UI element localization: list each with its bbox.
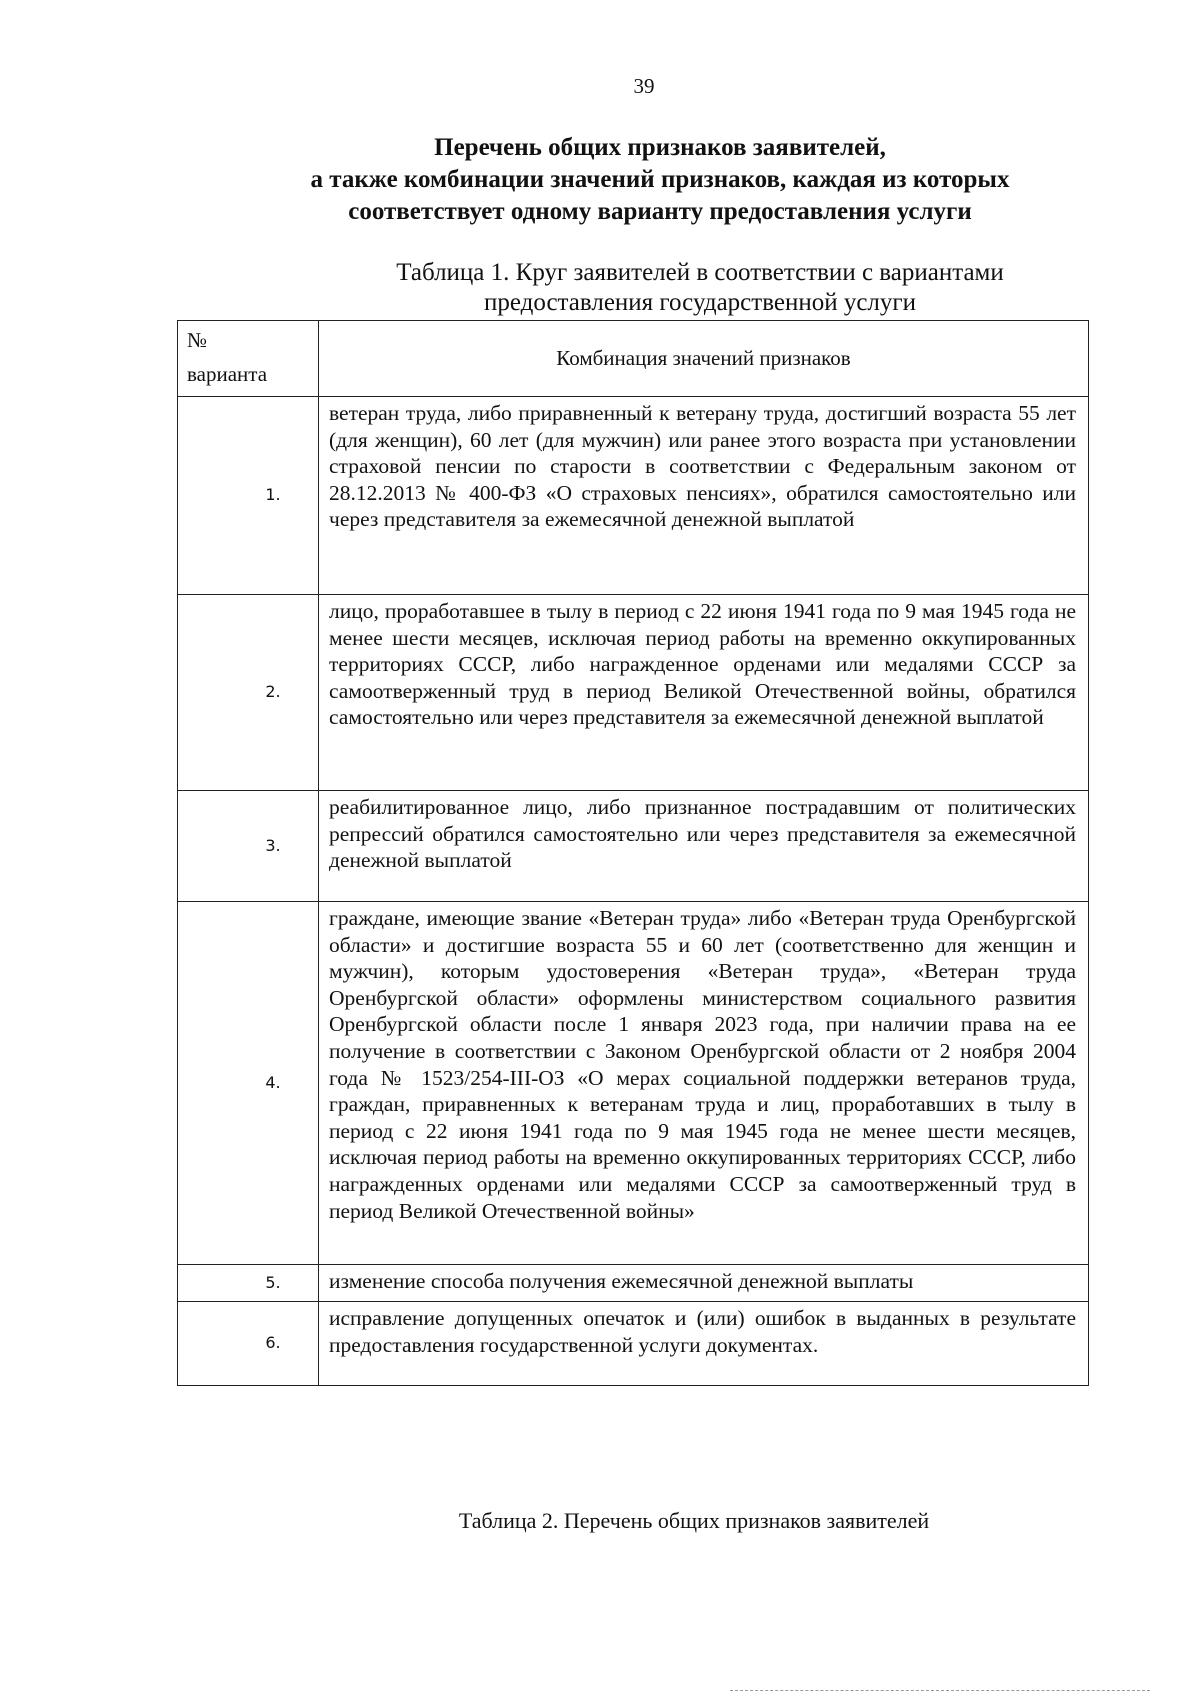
table-row [178, 791, 1089, 902]
table1-caption-line-2: предоставления государственной услуги [483, 289, 917, 316]
heading-line-2: а также комбинации значений признаков, каждая из которых [310, 166, 1010, 193]
table1-caption-line-1: Таблица 1. Круг заявителей в соответствии с вариантами [396, 259, 1004, 286]
table-row [178, 595, 1089, 791]
table-header-row [178, 321, 1089, 397]
heading-line-3: соответствует одному варианту предоставления услуги [348, 198, 972, 225]
variant-description: лицо, проработавшее в тылу в период с 22 июня 1941 года по 9 мая 1945 года не менее шести месяцев, исключая период работы на временно оккупированных территориях СССР, либо награжденное орденами или медалями СССР за самоотверженный труд в период Великой Отечественной войны, обратился самостоятельно или через представителя за ежемесячной денежной выплатой [319, 595, 1089, 791]
variant-description: реабилитированное лицо, либо признанное пострадавшим от политических репрессий обратился самостоятельно или через представителя за ежемесячной денежной выплатой [319, 791, 1089, 902]
header-variant-label: варианта [187, 362, 268, 386]
variant-number: 2. [178, 595, 319, 791]
table-row [178, 902, 1089, 1265]
variant-description: исправление допущенных опечаток и (или) ошибок в выданных в результате предоставления государственной услуги документах. [319, 1302, 1089, 1386]
variant-number-header [178, 321, 319, 397]
variant-description: изменение способа получения ежемесячной денежной выплаты [319, 1265, 1089, 1302]
variant-number: 5. [178, 1265, 319, 1302]
combination-header: Комбинация значений признаков [319, 321, 1089, 397]
heading-line-1: Перечень общих признаков заявителей, [434, 134, 886, 161]
table2-caption: Таблица 2. Перечень общих признаков заявителей [458, 1508, 930, 1533]
table-row [178, 397, 1089, 595]
variant-description: граждане, имеющие звание «Ветеран труда» либо «Ветеран труда Оренбургской области» и достигшие возраста 55 и 60 лет (соответственно для женщин и мужчин), которым удостоверения «Ветеран труда», «Ветеран труда Оренбургской области» оформлены министерством социального развития Оренбургской области после 1 января 2023 года, при наличии права на ее получение в соответствии с Законом Оренбургской области от 2 ноября 2004 года № 1523/254-III-ОЗ «О мерах социальной поддержки ветеранов труда, граждан, приравненных к ветеранам труда и лиц, проработавших в тылу в период с 22 июня 1941 года по 9 мая 1945 года не менее шести месяцев, исключая период работы на временно оккупированных территориях СССР, либо награжденных орденами или медалями СССР за самоотверженный труд в период Великой Отечественной войны» [319, 902, 1089, 1265]
document-heading [180, 132, 1140, 228]
variant-description: ветеран труда, либо приравненный к ветерану труда, достигший возраста 55 лет (для женщин), 60 лет (для мужчин) или ранее этого возраста при установлении страховой пенсии по старости в соответствии с Федеральным законом от 28.12.2013 № 400-ФЗ «О страховых пенсиях», обратился самостоятельно или через представителя за ежемесячной денежной выплатой [319, 397, 1089, 595]
variant-number: 3. [178, 791, 319, 902]
table-row [178, 1302, 1089, 1386]
variant-number: 1. [178, 397, 319, 595]
variant-number: 4. [178, 902, 319, 1265]
table1-caption [300, 258, 1100, 318]
page-number: 39 [633, 74, 655, 98]
variant-number: 6. [178, 1302, 319, 1386]
table-row [178, 1265, 1089, 1302]
applicant-variants-table [177, 320, 1089, 1386]
header-num-sign: № [187, 328, 208, 352]
page-bottom-edge [730, 1690, 1150, 1691]
